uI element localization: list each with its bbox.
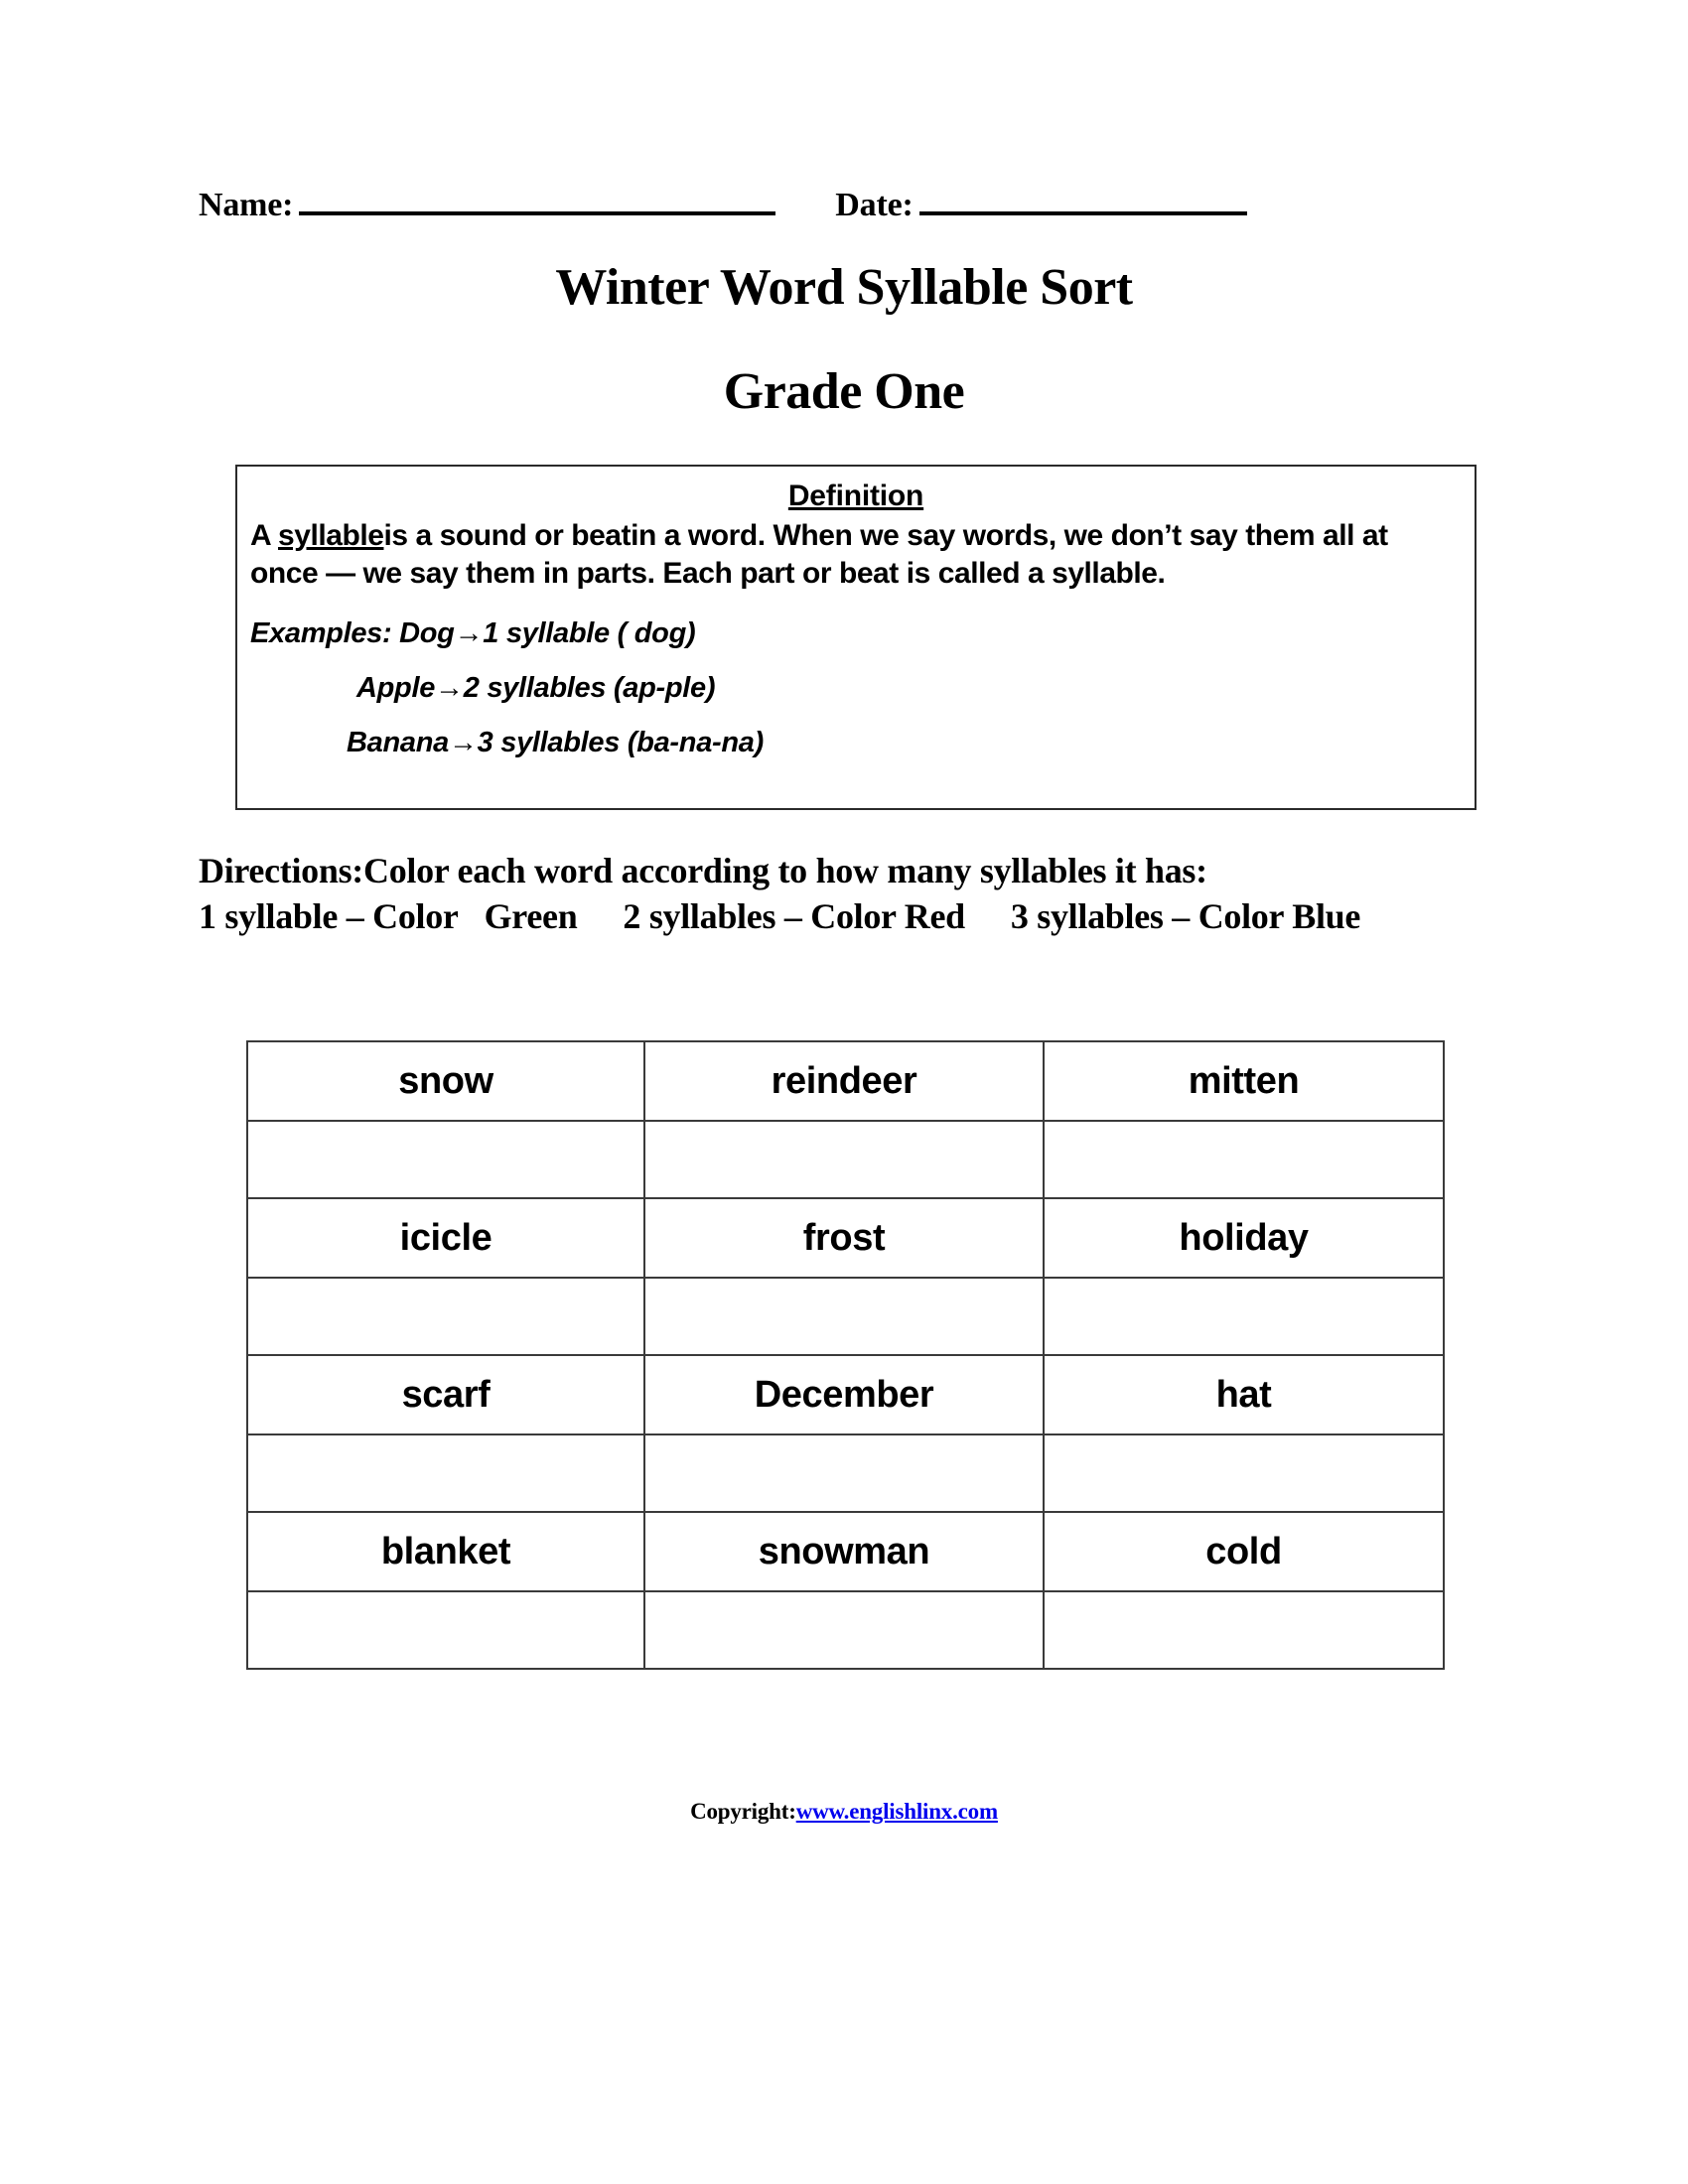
directions-line-1: Directions:Color each word according to how many syllables it has: [199, 851, 1207, 890]
word-sort-table [246, 1040, 1445, 1670]
answer-cell[interactable] [1044, 1434, 1444, 1512]
word-cell[interactable]: blanket [247, 1512, 644, 1591]
answer-cell[interactable] [247, 1121, 644, 1198]
answer-cell[interactable] [1044, 1121, 1444, 1198]
table-row [247, 1434, 1444, 1512]
directions [199, 849, 1549, 939]
word-cell[interactable]: cold [1044, 1512, 1444, 1591]
answer-cell[interactable] [644, 1121, 1044, 1198]
word-cell[interactable]: hat [1044, 1355, 1444, 1434]
copyright-label: Copyright: [690, 1799, 796, 1824]
definition-term-syllable: syllable [278, 519, 384, 552]
word-cell[interactable]: snow [247, 1041, 644, 1121]
word-cell[interactable]: scarf [247, 1355, 644, 1434]
definition-body-pre: A [250, 519, 278, 552]
definition-example-3: Banana→3 syllables (ba-na-na) [347, 726, 764, 758]
table-row [247, 1278, 1444, 1355]
worksheet-title: Winter Word Syllable Sort [555, 259, 1133, 316]
table-row [247, 1591, 1444, 1669]
definition-example-1: Examples: Dog→1 syllable ( dog) [250, 616, 696, 649]
table-row [247, 1041, 1444, 1121]
word-cell[interactable]: holiday [1044, 1198, 1444, 1278]
definition-box [235, 465, 1477, 810]
table-row [247, 1198, 1444, 1278]
name-blank-line[interactable] [299, 211, 775, 215]
definition-body [237, 513, 1475, 594]
word-cell[interactable]: icicle [247, 1198, 644, 1278]
word-cell[interactable]: snowman [644, 1512, 1044, 1591]
table-row [247, 1355, 1444, 1434]
word-cell[interactable]: December [644, 1355, 1044, 1434]
answer-cell[interactable] [247, 1434, 644, 1512]
definition-heading: Definition [787, 479, 924, 512]
answer-cell[interactable] [247, 1591, 644, 1669]
worksheet-subtitle: Grade One [723, 363, 965, 420]
answer-cell[interactable] [644, 1591, 1044, 1669]
word-cell[interactable]: mitten [1044, 1041, 1444, 1121]
definition-example-2: Apple→2 syllables (ap-ple) [356, 671, 716, 704]
key-two-syllables: 2 syllables – Color Red [623, 895, 965, 936]
answer-cell[interactable] [1044, 1278, 1444, 1355]
definition-body-post: is a sound or beatin a word. When we say words, we don’t say them all at once — we say them in parts. Each part or beat is called a syllable. [250, 519, 1388, 591]
directions-color-key [199, 894, 1549, 940]
word-sort-table-body [247, 1041, 1444, 1669]
key-three-syllables: 3 syllables – Color Blue [1010, 895, 1361, 936]
word-cell[interactable]: frost [644, 1198, 1044, 1278]
name-label: Name: [199, 187, 294, 223]
answer-cell[interactable] [1044, 1591, 1444, 1669]
name-date-row [199, 187, 1509, 224]
table-row [247, 1512, 1444, 1591]
englishlinx-link[interactable]: www.englishlinx.com [795, 1799, 998, 1824]
word-cell[interactable]: reindeer [644, 1041, 1044, 1121]
date-blank-line[interactable] [919, 211, 1247, 215]
answer-cell[interactable] [247, 1278, 644, 1355]
footer [0, 1799, 1688, 1825]
table-row [247, 1121, 1444, 1198]
answer-cell[interactable] [644, 1278, 1044, 1355]
date-label: Date: [835, 187, 914, 223]
answer-cell[interactable] [644, 1434, 1044, 1512]
key-one-syllable: 1 syllable – Color [199, 895, 459, 936]
key-color-green: Green [484, 895, 578, 936]
